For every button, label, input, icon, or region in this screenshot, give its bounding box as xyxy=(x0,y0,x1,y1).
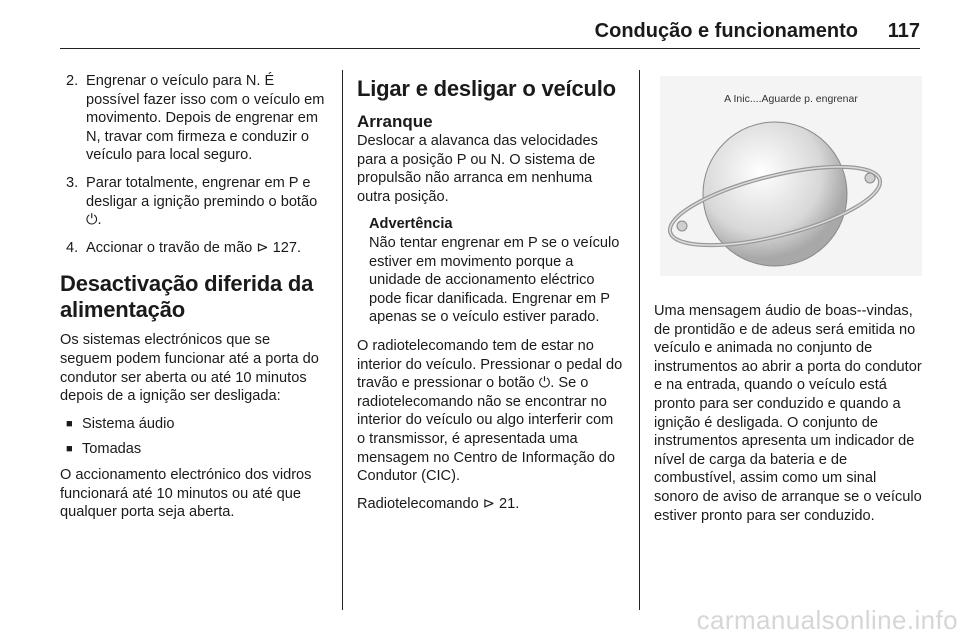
warning-title: Advertência xyxy=(369,216,453,233)
column-divider-2 xyxy=(639,70,640,610)
bullet-item xyxy=(60,415,326,434)
bullet-square-icon: ■ xyxy=(66,417,73,430)
column-left xyxy=(60,72,326,531)
paragraph: Os sistemas electrónicos que se seguem podem funcionar até a porta do condutor ser aberta ou até 10 minutos depois de a ignição ser desligada: xyxy=(60,332,319,405)
paragraph: O radiotelecomando tem de estar no interior do veículo. Pressionar o pedal do travão e pressionar o botão ⏻. Se o radiotelecomando não se encontrar no interior do veículo ou algo interferir com o transmissor, é apresentada uma mensagem no Centro de Informação do Condutor (CIC). xyxy=(357,337,623,485)
header-divider xyxy=(60,48,920,49)
warning-text: Não tentar engrenar em P se o veículo estiver em movimento porque a unidade de accionamento eléctrico pode ficar danificada. Engrenar em P apenas se o veículo estiver parado. xyxy=(369,234,620,326)
instrument-display-figure xyxy=(660,76,922,276)
list-item xyxy=(60,174,326,230)
subsection-heading: Arranque xyxy=(357,112,433,131)
watermark: carmanualsonline.info xyxy=(696,605,958,635)
figure-caption: A Inic....Aguarde p. engrenar xyxy=(724,93,858,105)
paragraph: Radiotelecomando ⊳ 21. xyxy=(357,495,520,512)
list-text: Engrenar o veículo para N. É possível fazer isso com o veículo em movimento. Depois de engrenar em N, travar com firmeza e conduzir o veículo para local seguro. xyxy=(86,73,325,164)
list-number: 4. xyxy=(66,239,79,256)
page-header xyxy=(60,14,920,50)
column-right xyxy=(654,76,922,534)
list-item xyxy=(60,239,326,258)
section-heading: Desactivação diferida da alimentação xyxy=(60,271,314,323)
list-text: Parar totalmente, engrenar em P e desligar a ignição premindo o botão ⏻. xyxy=(86,174,318,229)
bullet-square-icon: ■ xyxy=(66,443,73,456)
list-item xyxy=(60,72,326,165)
column-divider-1 xyxy=(342,70,343,610)
bullet-text: Tomadas xyxy=(82,441,142,458)
paragraph: Uma mensagem áudio de boas--vindas, de prontidão e de adeus será emitida no veículo e animada no conjunto de instrumentos ao abrir a porta do condutor e na entrada, quando o veículo está pronto para ser conduzido e quando a ignição é desligada. O conjunto de instrumentos apresenta um indicador de nível de carga da bateria e de combustível, assim como um sinal sonoro de aviso de arranque se o veículo estiver pronto para ser conduzido. xyxy=(654,303,922,524)
chapter-title: Condução e funcionamento xyxy=(594,20,858,42)
bullet-text: Sistema áudio xyxy=(82,415,175,432)
paragraph: Deslocar a alavanca das velocidades para a posição P ou N. O sistema de propulsão não arranca em nenhuma outra posição. xyxy=(357,133,598,205)
bullet-item xyxy=(60,440,326,459)
section-heading: Ligar e desligar o veículo xyxy=(357,76,616,101)
list-text: Accionar o travão de mão ⊳ 127. xyxy=(86,239,302,256)
column-middle xyxy=(357,72,625,522)
paragraph: O accionamento electrónico dos vidros funcionará até 10 minutos ou até que qualquer porta seja aberta. xyxy=(60,466,312,521)
page-number: 117 xyxy=(887,20,920,42)
list-number: 2. xyxy=(66,73,79,89)
list-number: 3. xyxy=(66,174,79,191)
warning-box xyxy=(357,215,625,327)
